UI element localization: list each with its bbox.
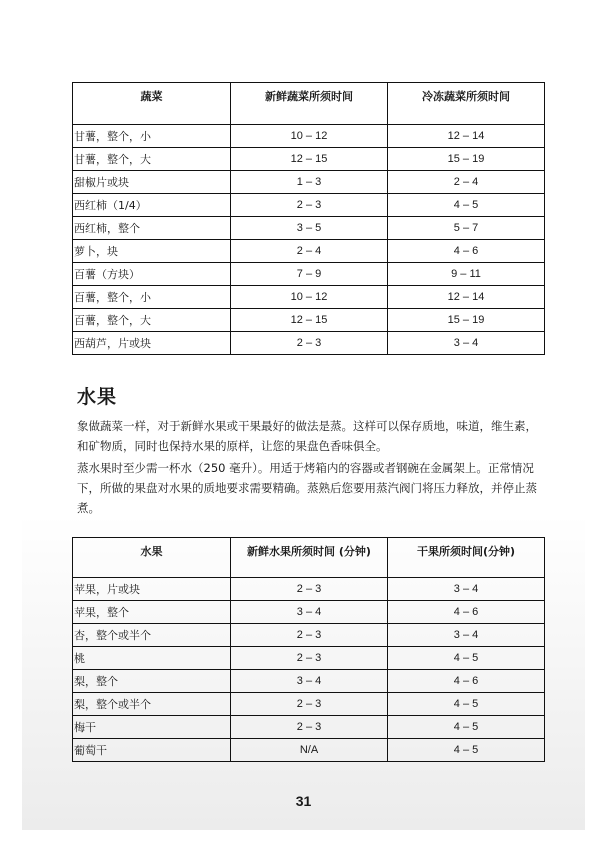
frozen-time: 5 – 7 xyxy=(388,217,545,240)
table-row xyxy=(73,601,545,624)
fresh-time: 3 – 4 xyxy=(231,601,388,624)
frozen-time: 2 – 4 xyxy=(388,171,545,194)
header-vegetable: 蔬菜 xyxy=(73,83,231,125)
vegetable-name: 西红柿，整个 xyxy=(73,217,231,240)
fresh-time: 12 – 15 xyxy=(231,309,388,332)
fruit-name: 梨，整个 xyxy=(73,670,231,693)
table-row xyxy=(73,240,545,263)
table-header-row xyxy=(73,83,545,125)
dried-time: 3 – 4 xyxy=(388,578,545,601)
vegetable-name: 甘薯，整个，大 xyxy=(73,148,231,171)
vegetable-name: 甘薯，整个，小 xyxy=(73,125,231,148)
fresh-time: 12 – 15 xyxy=(231,148,388,171)
frozen-time: 15 – 19 xyxy=(388,309,545,332)
frozen-time: 15 – 19 xyxy=(388,148,545,171)
fruit-name: 葡萄干 xyxy=(73,739,231,762)
vegetable-name: 西红柿（1/4） xyxy=(73,194,231,217)
frozen-time: 4 – 6 xyxy=(388,240,545,263)
fresh-time: N/A xyxy=(231,739,388,762)
page-number: 31 xyxy=(295,793,312,809)
header-dried-fruit-time: 干果所须时间(分钟) xyxy=(388,538,545,578)
frozen-time: 9 – 11 xyxy=(388,263,545,286)
table-row xyxy=(73,263,545,286)
table-row xyxy=(73,309,545,332)
vegetable-name: 百薯，整个，大 xyxy=(73,309,231,332)
table-row xyxy=(73,693,545,716)
fresh-time: 1 – 3 xyxy=(231,171,388,194)
table-row xyxy=(73,624,545,647)
fresh-time: 3 – 4 xyxy=(231,670,388,693)
fresh-time: 10 – 12 xyxy=(231,286,388,309)
dried-time: 3 – 4 xyxy=(388,624,545,647)
frozen-time: 4 – 5 xyxy=(388,194,545,217)
fresh-time: 2 – 4 xyxy=(231,240,388,263)
fruit-name: 桃 xyxy=(73,647,231,670)
dried-time: 4 – 5 xyxy=(388,693,545,716)
vegetable-name: 西葫芦，片或块 xyxy=(73,332,231,355)
vegetable-name: 百薯（方块） xyxy=(73,263,231,286)
table-row xyxy=(73,647,545,670)
vegetable-name: 萝卜，块 xyxy=(73,240,231,263)
fruit-name: 苹果，整个 xyxy=(73,601,231,624)
table-row xyxy=(73,125,545,148)
fresh-time: 2 – 3 xyxy=(231,716,388,739)
dried-time: 4 – 5 xyxy=(388,739,545,762)
fruit-section-title: 水果 xyxy=(77,386,118,408)
fruit-name: 梅干 xyxy=(73,716,231,739)
vegetable-steaming-table xyxy=(72,82,545,355)
frozen-time: 12 – 14 xyxy=(388,286,545,309)
vegetable-name: 百薯，整个，小 xyxy=(73,286,231,309)
fruit-name: 杏，整个或半个 xyxy=(73,624,231,647)
header-fresh-time: 新鲜蔬菜所须时间 xyxy=(231,83,388,125)
fruit-name: 梨，整个或半个 xyxy=(73,693,231,716)
fresh-time: 2 – 3 xyxy=(231,194,388,217)
fruit-steaming-paragraph: 蒸水果时至少需一杯水（250 毫升）。用适于烤箱内的容器或者钢碗在金属架上。正常情况下，所做的果盘对水果的质地要求需要精确。蒸熟后您要用蒸汽阀门将压力释放，并停止蒸煮。 xyxy=(77,461,537,515)
table-row xyxy=(73,148,545,171)
header-fruit: 水果 xyxy=(73,538,231,578)
table-header-row xyxy=(73,538,545,578)
fresh-time: 7 – 9 xyxy=(231,263,388,286)
fresh-time: 2 – 3 xyxy=(231,624,388,647)
table-row xyxy=(73,670,545,693)
header-fresh-fruit-time: 新鲜水果所须时间 (分钟) xyxy=(231,538,388,578)
table-row xyxy=(73,194,545,217)
fresh-time: 2 – 3 xyxy=(231,693,388,716)
table-row xyxy=(73,739,545,762)
table-row xyxy=(73,217,545,240)
fruit-steaming-table xyxy=(72,537,545,762)
frozen-time: 3 – 4 xyxy=(388,332,545,355)
fruit-name: 苹果，片或块 xyxy=(73,578,231,601)
fresh-time: 3 – 5 xyxy=(231,217,388,240)
table-row xyxy=(73,716,545,739)
fresh-time: 2 – 3 xyxy=(231,332,388,355)
dried-time: 4 – 5 xyxy=(388,716,545,739)
frozen-time: 12 – 14 xyxy=(388,125,545,148)
vegetable-name: 甜椒片或块 xyxy=(73,171,231,194)
table-row xyxy=(73,332,545,355)
fresh-time: 2 – 3 xyxy=(231,578,388,601)
fresh-time: 2 – 3 xyxy=(231,647,388,670)
header-frozen-time: 冷冻蔬菜所须时间 xyxy=(388,83,545,125)
table-row xyxy=(73,171,545,194)
fresh-time: 10 – 12 xyxy=(231,125,388,148)
dried-time: 4 – 6 xyxy=(388,670,545,693)
dried-time: 4 – 6 xyxy=(388,601,545,624)
table-row xyxy=(73,578,545,601)
dried-time: 4 – 5 xyxy=(388,647,545,670)
table-row xyxy=(73,286,545,309)
fruit-intro-paragraph: 象做蔬菜一样，对于新鲜水果或干果最好的做法是蒸。这样可以保存质地，味道，维生素，和矿物质，同时也保持水果的原样，让您的果盘色香味俱全。 xyxy=(77,419,537,453)
